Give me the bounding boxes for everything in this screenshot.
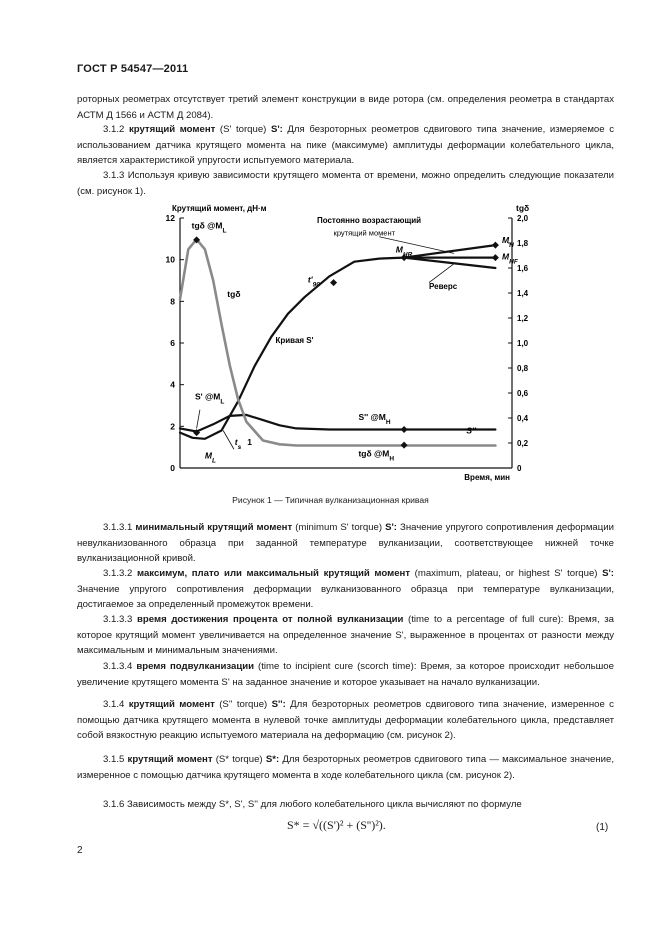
y-tick-label-left: 10 — [165, 254, 175, 265]
label-s2-mh: S'' $@M_H$ — [358, 412, 391, 426]
y-tick-label-left: 2 — [170, 421, 175, 432]
label-const-increase-2: крутящий момент — [333, 228, 396, 238]
label-tg-ml: tgδ $@M_L$ — [191, 220, 227, 234]
y-tick-label-left: 6 — [170, 338, 175, 348]
y-axis-title-left: Крутящий момент, дН·м — [172, 204, 267, 213]
paragraph-3-1-5: 3.1.5 крутящий момент (S* torque) S*: Для безроторных реометров сдвигового типа — максимальное значение, измеренное с помощью датчика крутящего момента в ходе колебательного цикла (см. рисунок 2). — [77, 754, 614, 781]
y-tick-label-left: 4 — [170, 379, 175, 390]
y-axis-title-right: tgδ — [516, 203, 530, 213]
leader-reverse — [429, 264, 454, 283]
paragraph-3-1-3: 3.1.3 Используя кривую зависимости крутящего момента от времени, можно определить следующие показатели (см. рисунок 1). — [77, 170, 614, 197]
label-reverse: Реверс — [429, 281, 458, 291]
data-marker — [401, 442, 408, 449]
leader-const-increase — [379, 237, 454, 254]
label-mh: $M_H$ — [502, 235, 514, 249]
paragraph-3-1-3-1: 3.1.3.1 минимальный крутящий момент (minimum S' torque) S': Значение упругого сопротивления деформации невулканизованного образца при заданной температуре вулканизации, соответствующее нижней точке вулканизационной кривой. — [77, 522, 614, 565]
y-tick-label-right: 1,0 — [517, 339, 529, 348]
series-line — [404, 258, 495, 268]
paragraph-3-1-3-3: 3.1.3.3 время достижения процента от полной вулканизации (time to a percentage of full cure): Время, за которое крутящий момент увеличивается на определенное значение S', выраженное в процентах от разности между максимальным и минимальным значениями. — [77, 614, 614, 657]
y-tick-label-right: 1,6 — [517, 264, 529, 273]
y-tick-label-right: 2,0 — [517, 214, 529, 223]
paragraph-3-1-3-4: 3.1.3.4 время подвулканизации (time to incipient cure (scorch time): Время, за которое происходит небольшое увеличение крутящего момента S' на заданное значение и которое указывает на начало вулканизации. — [77, 661, 614, 688]
label-tg-mh: tgδ $@M_H$ — [358, 448, 395, 463]
data-marker — [492, 254, 499, 261]
y-tick-label-right: 0,6 — [517, 389, 529, 398]
label-mhf: $M_{HF}$ — [502, 251, 518, 266]
y-tick-label-right: 0,2 — [517, 439, 529, 448]
paragraph-3-1-2: 3.1.2 крутящий момент (S' torque) S': Для безроторных реометров сдвигового типа значение, измеряемое с использованием датчика крутящего момента на пике (максимуме) амплитуды деформации колебательного цикла, является характеристикой упругости испытуемого материала. — [77, 124, 614, 167]
series-line — [180, 415, 495, 432]
label-ts: $t_s$ — [234, 437, 242, 451]
page-number: 2 — [77, 845, 83, 856]
paragraph-3-1-4: 3.1.4 крутящий момент (S'' torque) S'': Для безроторных реометров сдвигового типа значение, измеренное с помощью датчика крутящего момента в нулевой точке амплитуды деформации колебательного цикла, представляет собой вязкостную реакцию испытуемого материала на деформацию (см. рисунок 2). — [77, 699, 614, 742]
paragraph-intro: роторных реометрах отсутствует третий элемент конструкции в виде ротора (см. определения реометра в стандартах АСТМ Д 1566 и АСТМ Д 2084). — [77, 94, 614, 121]
y-tick-label-left: 8 — [170, 296, 175, 307]
cure-curve-chart — [150, 200, 550, 485]
y-tick-label-right: 1,8 — [517, 239, 529, 248]
leader-ts1 — [223, 431, 234, 450]
formula-number: (1) — [596, 822, 609, 833]
document-header: ГОСТ Р 54547—2011 — [77, 63, 189, 75]
figure-caption: Рисунок 1 — Типичная вулканизационная кривая — [232, 495, 429, 505]
label-ml: $M_L$ — [204, 450, 216, 465]
y-tick-label-left: 0 — [170, 463, 175, 473]
label-s-ml: S' $@M_L$ — [194, 391, 225, 405]
label-ts-tail: 1 — [247, 437, 252, 448]
x-axis-title: Время, мин — [464, 473, 510, 482]
label-const-increase-1: Постоянно возрастающий — [316, 216, 422, 226]
paragraph-3-1-6: 3.1.6 Зависимость между S*, S', S'' для любого колебательного цикла вычисляют по формуле — [103, 799, 522, 810]
label-t90: $t'_{90}$ — [307, 274, 320, 289]
label-s2-end: S'' — [466, 425, 477, 436]
y-tick-label-right: 0,4 — [517, 414, 529, 423]
y-tick-label-right: 1,2 — [517, 314, 529, 323]
paragraph-3-1-3-2: 3.1.3.2 максимум, плато или максимальный крутящий момент (maximum, plateau, or highest S' torque) S': Значение упругого сопротивления деформации вулканизованного образца при температуре вулканизации, достигаемое за определенный промежуток времени. — [77, 568, 614, 611]
y-tick-label-right: 0 — [517, 464, 522, 473]
data-marker — [492, 242, 499, 249]
y-tick-label-left: 12 — [165, 213, 175, 223]
series-line — [404, 245, 495, 258]
leader-s-ml — [197, 410, 200, 429]
y-tick-label-right: 1,4 — [517, 289, 529, 298]
label-tg-curve: tgδ — [227, 289, 241, 300]
label-curve-s: Кривая S' — [275, 336, 314, 345]
data-marker — [330, 279, 337, 286]
data-marker — [401, 426, 408, 433]
y-tick-label-right: 0,8 — [517, 364, 529, 373]
formula-1: S* = √((S')² + (S'')²). — [287, 818, 386, 832]
label-mhr: $M_{HR}$ — [395, 244, 413, 258]
